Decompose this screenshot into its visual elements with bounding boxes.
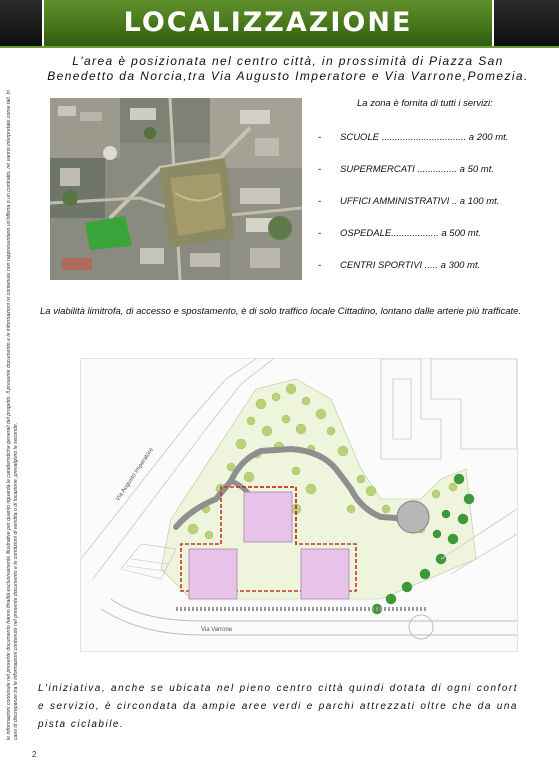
closing-paragraph: L'iniziativa, anche se ubicata nel pieno centro città quindi dotata di ogni confort e servizio, è circondata da ampie aree verdi e parchi attrezzati oltre che da una pista ciclabile.	[38, 683, 518, 730]
services-list	[318, 132, 508, 292]
header-left-block	[0, 0, 42, 48]
list-item: - OSPEDALE.................. a 500 mt.	[318, 228, 481, 239]
page-title: LOCALIZZAZIONE	[123, 7, 413, 38]
list-item: - UFFICI AMMINISTRATIVI .. a 100 mt.	[318, 196, 500, 207]
list-item: - SUPERMERCATI ............... a 50 mt.	[318, 164, 494, 175]
side-disclaimer: le informazioni contenute nel presente documento hanno finalità esclusivamente illustrative per quanto riguarda le caratteristiche generali del progetto. Il presente documento e le informazioni ivi contenute non rappresentano un'offerta o un contratto, né vanno interpretate come tali. In caso di discrepanze tra le informazioni contenute nel presente documento e le condizioni di vendita o di locazione, prevalgono le seconde.	[6, 90, 19, 740]
list-item: - CENTRI SPORTIVI ..... a 300 mt.	[318, 260, 481, 271]
street-label-varrone: Via Varrone	[201, 627, 233, 633]
viability-paragraph: La viabilità limitrofa, di accesso e spostamento, è di solo traffico locale Cittadino, lontano dalle arterie più trafficate.	[40, 306, 522, 317]
intro-paragraph: L'area è posizionata nel centro città, in prossimità di Piazza San Benedetto da Norcia,tra Via Augusto Imperatore e Via Varrone,Pomezia.	[47, 54, 529, 83]
street-label-augusto: Via Augusto Imperatore	[115, 447, 155, 503]
header-right-block	[494, 0, 559, 48]
page-number: 2	[32, 750, 37, 759]
aerial-photo	[50, 98, 302, 280]
aerial-photo-image	[50, 98, 302, 280]
header-underline	[0, 46, 559, 48]
site-plan-drawing	[81, 359, 517, 651]
list-item: - SCUOLE ................................ a 200 mt.	[318, 132, 509, 143]
header-banner	[0, 0, 559, 48]
services-heading: La zona è fornita di tutti i servizi:	[357, 98, 493, 109]
site-plan	[80, 358, 518, 652]
